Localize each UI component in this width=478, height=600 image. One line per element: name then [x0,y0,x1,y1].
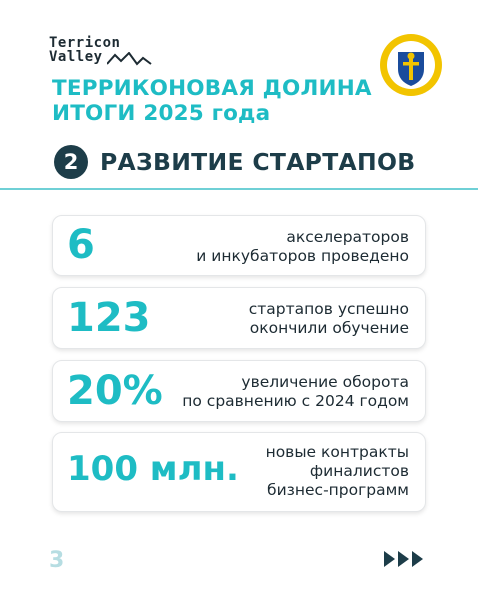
stat-description-line: окончили обучение [249,319,409,337]
logo-line-2: Valley [49,49,103,65]
stat-value: 20% [67,368,163,414]
stat-description-line: новые контракты [265,443,409,461]
stat-card-turnover [52,360,426,422]
section-heading [54,142,415,182]
stat-description-line: акселераторов [286,228,409,246]
stat-card-startups [52,287,426,349]
logo-line-1: Terricon [49,35,121,51]
coat-of-arms-icon [379,33,443,97]
stat-description-line: по сравнению с 2024 годом [182,392,409,410]
page-title [52,76,372,126]
stat-description-line: бизнес-программ [267,481,409,499]
stat-card-contracts [52,432,426,512]
stat-description-line: и инкубаторов проведено [196,247,409,265]
stat-description [249,300,409,338]
section-number-badge: 2 [54,145,88,179]
stat-value: 123 [67,295,151,341]
stat-description [266,443,409,500]
section-title: РАЗВИТИЕ СТАРТАПОВ [100,148,416,176]
terricon-valley-logo [49,36,159,70]
stat-value: 6 [67,222,95,268]
mountain-icon [107,52,153,66]
triple-play-arrows-icon[interactable] [384,550,424,568]
stat-value: 100 млн. [67,449,239,489]
page-number: 3 [49,548,65,573]
stat-description-line: увеличение оборота [241,373,409,391]
stat-description-line: стартапов успешно [248,300,409,318]
stat-description-line: финалистов [309,462,409,480]
title-line-1: ТЕРРИКОНОВАЯ ДОЛИНА [52,76,372,101]
stat-card-accelerators [52,215,426,276]
title-line-2: ИТОГИ 2025 года [52,101,271,126]
stat-description [182,373,409,411]
stat-description [196,228,409,266]
divider-line [0,188,478,190]
